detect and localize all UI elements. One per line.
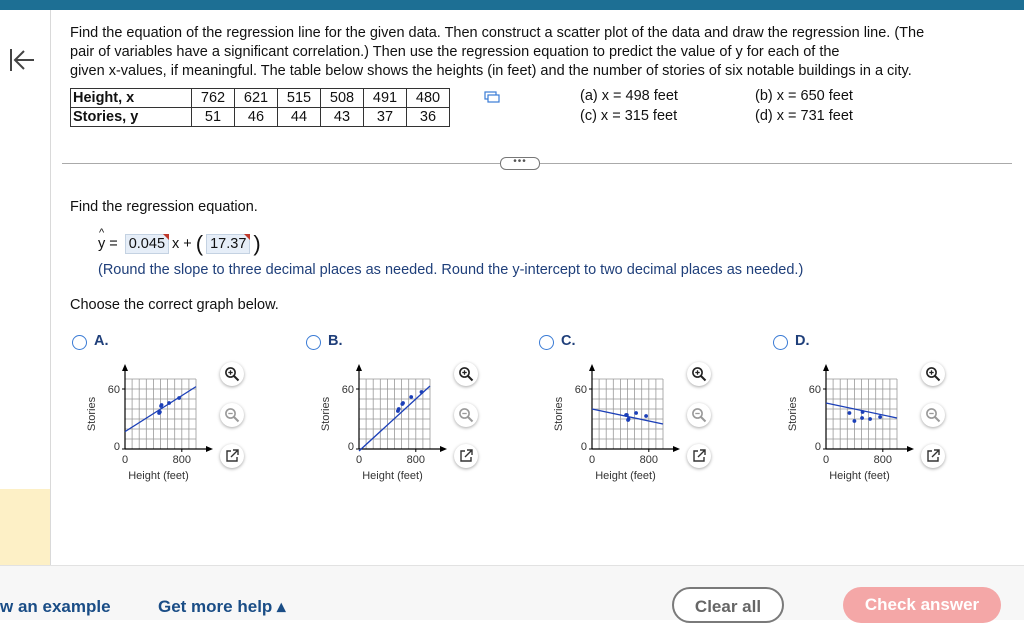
stories-cell: 44 [278, 108, 321, 127]
height-cell: 621 [235, 89, 278, 108]
close-paren: ) [253, 231, 261, 256]
y-zero-label: 0 [113, 441, 120, 453]
x-axis-label: Height (feet) [362, 470, 423, 482]
data-point [157, 411, 161, 415]
zoom-in-icon [925, 366, 941, 382]
choose-graph-prompt: Choose the correct graph below. [70, 297, 279, 313]
external-link-icon [224, 448, 240, 464]
data-point [420, 390, 424, 394]
zoom-out-icon [224, 407, 240, 423]
y-axis-label: Stories [787, 396, 799, 432]
data-point [159, 404, 163, 408]
height-cell: 508 [321, 89, 364, 108]
check-answer-button[interactable]: Check answer [843, 587, 1001, 623]
option-c[interactable] [539, 332, 739, 492]
x-axis-arrow [673, 446, 680, 452]
option-label: D. [795, 333, 810, 349]
data-point [177, 396, 181, 400]
stories-cell: 51 [192, 108, 235, 127]
y-axis-label: Stories [320, 396, 332, 432]
intercept-answer-box[interactable] [206, 234, 250, 254]
problem-line-3: given x-values, if meaningful. The table below shows the heights (in feet) and the number of stories of six notable buildings in a city. [70, 63, 912, 79]
row-label-stories: Stories, y [71, 108, 192, 127]
top-bar [0, 0, 1024, 10]
open-new-window-button[interactable] [687, 444, 711, 468]
scatter-plot [72, 354, 222, 494]
height-cell: 491 [364, 89, 407, 108]
example-highlight [0, 489, 50, 565]
y-axis-arrow [589, 364, 595, 371]
y-tick-label: 60 [341, 384, 354, 396]
data-point [400, 402, 404, 406]
open-new-window-button[interactable] [921, 444, 945, 468]
height-cell: 762 [192, 89, 235, 108]
x-tick-label: 800 [406, 454, 425, 466]
height-cell: 515 [278, 89, 321, 108]
regression-equation [98, 227, 261, 256]
slope-value: 0.045 [128, 236, 166, 252]
scatter-plot [306, 354, 456, 494]
table-row-stories [71, 108, 450, 127]
radio-button[interactable] [539, 335, 554, 350]
y-axis-label: Stories [86, 396, 98, 432]
option-a[interactable] [72, 332, 272, 492]
radio-button[interactable] [306, 335, 321, 350]
option-d[interactable] [773, 332, 973, 492]
data-point [624, 413, 628, 417]
y-tick-label: 60 [808, 384, 821, 396]
open-new-window-button[interactable] [220, 444, 244, 468]
option-label: A. [94, 333, 109, 349]
problem-text [70, 24, 1000, 81]
incorrect-flag-icon [244, 234, 250, 240]
radio-button[interactable] [773, 335, 788, 350]
scatter-plot [539, 354, 689, 494]
zoom-out-button[interactable] [220, 403, 244, 427]
given-c: (c) x = 315 feet [580, 108, 678, 124]
data-point [878, 415, 882, 419]
x-zero-label: 0 [822, 454, 830, 466]
zoom-out-icon [458, 407, 474, 423]
radio-button[interactable] [72, 335, 87, 350]
row-label-height: Height, x [71, 89, 192, 108]
external-link-icon [925, 448, 941, 464]
data-point [860, 416, 864, 420]
data-point [853, 419, 857, 423]
open-paren: ( [195, 231, 204, 256]
x-axis-arrow [206, 446, 213, 452]
external-link-icon [458, 448, 474, 464]
zoom-out-icon [691, 407, 707, 423]
y-hat-symbol: ^ y [98, 227, 106, 252]
zoom-in-button[interactable] [220, 362, 244, 386]
data-point [626, 418, 630, 422]
zoom-out-button[interactable] [687, 403, 711, 427]
x-zero-label: 0 [121, 454, 129, 466]
equals-sign: = [109, 236, 118, 252]
data-point [167, 401, 171, 405]
x-axis-arrow [440, 446, 447, 452]
zoom-in-button[interactable] [454, 362, 478, 386]
x-zero-label: 0 [588, 454, 596, 466]
get-more-help-link[interactable]: Get more help ▴ [158, 597, 286, 616]
slope-answer-box[interactable] [125, 234, 169, 254]
y-tick-label: 60 [574, 384, 587, 396]
option-label: B. [328, 333, 343, 349]
y-axis-arrow [122, 364, 128, 371]
intercept-value: 17.37 [210, 236, 247, 252]
expand-more-button[interactable]: ••• [500, 157, 540, 170]
given-a: (a) x = 498 feet [580, 88, 678, 104]
zoom-in-button[interactable] [921, 362, 945, 386]
zoom-out-icon [925, 407, 941, 423]
x-zero-label: 0 [355, 454, 363, 466]
data-point [409, 395, 413, 399]
stories-cell: 36 [407, 108, 450, 127]
x-tick-label: 800 [873, 454, 892, 466]
data-point [634, 411, 638, 415]
problem-line-2: pair of variables have a significant correlation.) Then use the regression equation to predict the value of y for each of the [70, 44, 840, 60]
collapse-left-icon[interactable] [6, 46, 36, 74]
view-example-link[interactable]: w an example [0, 597, 111, 616]
incorrect-flag-icon [163, 234, 169, 240]
x-axis-label: Height (feet) [829, 470, 890, 482]
height-cell: 480 [407, 89, 450, 108]
left-strip [0, 10, 51, 565]
copy-table-icon[interactable] [484, 91, 500, 103]
problem-line-1: Find the equation of the regression line for the given data. Then construct a scatter plot of the data and draw the regression line. (The [70, 25, 925, 41]
open-new-window-button[interactable] [454, 444, 478, 468]
find-regression-prompt: Find the regression equation. [70, 199, 258, 215]
y-axis-arrow [356, 364, 362, 371]
y-axis-arrow [823, 364, 829, 371]
zoom-in-button[interactable] [687, 362, 711, 386]
zoom-in-icon [691, 366, 707, 382]
stories-cell: 43 [321, 108, 364, 127]
rounding-note: (Round the slope to three decimal places as needed. Round the y-intercept to two decimal places as needed.) [98, 262, 804, 278]
data-point [868, 417, 872, 421]
stories-cell: 46 [235, 108, 278, 127]
option-label: C. [561, 333, 576, 349]
y-tick-label: 60 [107, 384, 120, 396]
data-point [848, 411, 852, 415]
zoom-in-icon [224, 366, 240, 382]
table-row-height [71, 89, 450, 108]
zoom-out-button[interactable] [921, 403, 945, 427]
given-b: (b) x = 650 feet [755, 88, 853, 104]
zoom-in-icon [458, 366, 474, 382]
data-table [70, 88, 450, 127]
option-b[interactable] [306, 332, 506, 492]
stories-cell: 37 [364, 108, 407, 127]
y-zero-label: 0 [580, 441, 587, 453]
data-point [396, 409, 400, 413]
x-tick-label: 800 [639, 454, 658, 466]
data-point [861, 410, 865, 414]
y-zero-label: 0 [347, 441, 354, 453]
x-axis-arrow [907, 446, 914, 452]
y-zero-label: 0 [814, 441, 821, 453]
y-axis-label: Stories [553, 396, 565, 432]
clear-all-button[interactable]: Clear all [672, 587, 784, 623]
x-tick-label: 800 [172, 454, 191, 466]
zoom-out-button[interactable] [454, 403, 478, 427]
x-plus-text: x + [172, 236, 192, 252]
x-axis-label: Height (feet) [595, 470, 656, 482]
given-d: (d) x = 731 feet [755, 108, 853, 124]
x-axis-label: Height (feet) [128, 470, 189, 482]
scatter-plot [773, 354, 923, 494]
external-link-icon [691, 448, 707, 464]
data-point [644, 414, 648, 418]
